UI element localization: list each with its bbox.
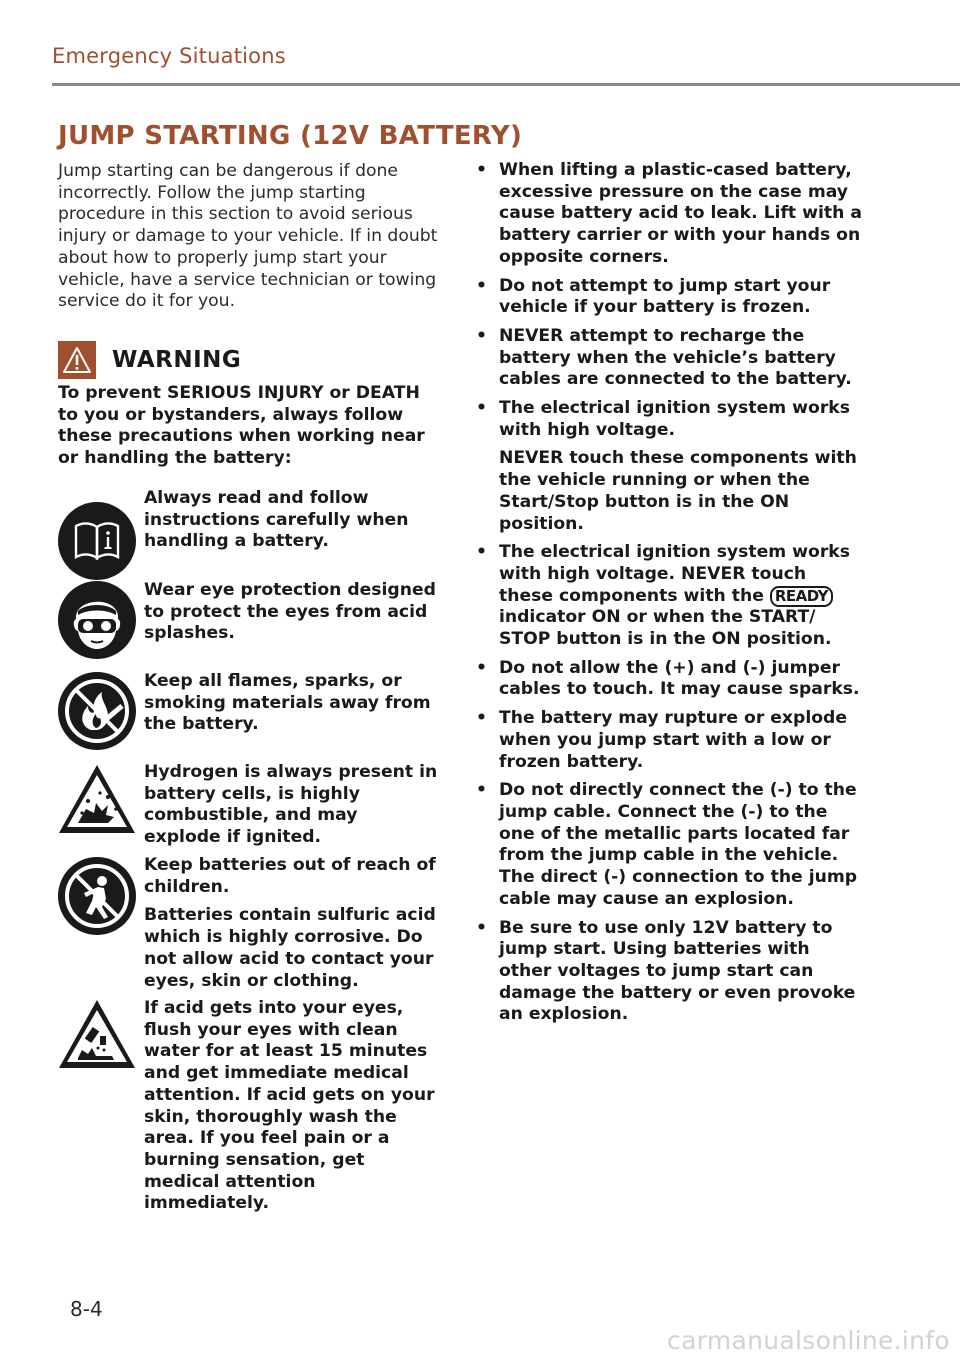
list-item: • When lifting a plastic-cased battery, excessive pressure on the case may cause battery acid to leak. Lift with a battery carrier or with your hands on opposite corners. [474, 160, 864, 269]
list-item: • The battery may rupture or explode when you jump start with a low or frozen battery. [474, 708, 864, 773]
safety-text: Keep batteries out of reach of children. Batteries contain sulfuric acid which is highly corrosive. Do not allow acid to contact your eyes, skin or clothing. [144, 855, 436, 991]
manual-book-icon [58, 502, 136, 580]
section-title: JUMP STARTING (12V BATTERY) [58, 121, 523, 151]
precaution-list [474, 160, 864, 1026]
list-item: • Be sure to use only 12V battery to jump start. Using batteries with other voltages to jump start can damage the battery or even provoke an explosion. [474, 918, 864, 1027]
safety-text: Keep all flames, sparks, or smoking materials away from the battery. [144, 671, 431, 735]
warning-text: To prevent SERIOUS INJURY or DEATH to you or bystanders, always follow these precautions when working near or handling the battery: [58, 383, 425, 469]
corrosive-hazard-icon [58, 998, 136, 1076]
warning-title: WARNING [112, 347, 242, 373]
safety-text: Hydrogen is always present in battery cells, is highly combustible, and may explode if ignited. [144, 762, 438, 848]
safety-text: Wear eye protection designed to protect the eyes from acid splashes. [144, 580, 436, 644]
right-column [474, 160, 864, 1033]
explosion-hazard-icon [58, 763, 136, 841]
no-flame-icon [58, 672, 136, 750]
intro-paragraph: Jump starting can be dangerous if done incorrectly. Follow the jump starting procedure in this section to avoid serious injury or damage to your vehicle. If in doubt about how to properly jump start your vehicle, have a service technician or towing service do it for you. [58, 161, 438, 312]
left-column [58, 161, 438, 313]
list-item: • Do not attempt to jump start your vehicle if your battery is frozen. [474, 276, 864, 319]
warning-header [58, 340, 241, 380]
list-item: • The electrical ignition system works with high voltage. NEVER touch these components with the vehicle running or when the Start/Stop button is in the ON position. [474, 398, 864, 535]
watermark: carmanualsonline.info [667, 1326, 950, 1355]
running-header: Emergency Situations [52, 44, 286, 68]
header-divider [52, 83, 960, 86]
safety-text: If acid gets into your eyes, flush your eyes with clean water for at least 15 minutes and get immediate medical attention. If acid gets on your skin, thoroughly wash the area. If you feel pain or a burning sensation, get medical attention immediately. [144, 998, 435, 1214]
ready-indicator-badge: READY [770, 586, 833, 607]
warning-triangle-icon [58, 341, 96, 379]
list-item: • Do not directly connect the (-) to the jump cable. Connect the (-) to the one of the metallic parts located far from the jump cable in the vehicle. The direct (-) connection to the jump cable may cause an explosion. [474, 780, 864, 910]
list-item: • NEVER attempt to recharge the battery when the vehicle’s battery cables are connected to the battery. [474, 326, 864, 391]
list-item: • Do not allow the (+) and (-) jumper cables to touch. It may cause sparks. [474, 658, 864, 701]
safety-text: Always read and follow instructions carefully when handling a battery. [144, 488, 409, 552]
page-number: 8-4 [70, 1297, 103, 1321]
keep-children-away-icon [58, 857, 136, 935]
eye-protection-icon [58, 581, 136, 659]
list-item: • The electrical ignition system works with high voltage. NEVER touch these components with the READY indicator ON or when the START/ STOP button is in the ON position. [474, 542, 864, 651]
